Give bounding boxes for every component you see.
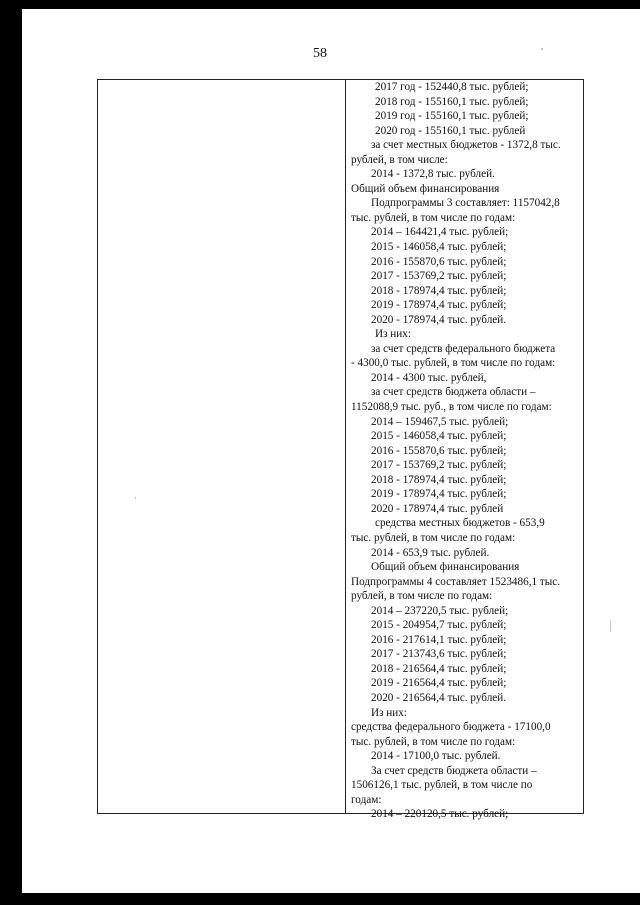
page-number: 58 [313,46,327,61]
scan-border-bottom [0,893,640,905]
text-line: тыс. рублей, в том числе по годам: [351,211,516,224]
text-line: средства местных бюджетов - 653,9 [375,517,545,530]
text-line: тыс. рублей, в том числе по годам: [351,531,516,544]
text-line: рублей, в том числе по годам: [351,590,493,603]
text-line: за счет средств федерального бюджета [371,342,556,355]
text-line: 1506126,1 тыс. рублей, в том числе по [351,779,533,792]
text-line: за счет средств бюджета области – [371,386,536,399]
text-line: тыс. рублей, в том числе по годам: [351,735,516,748]
scan-speck [610,620,611,632]
text-line: 2020 - 178974,4 тыс. рублей [371,502,504,515]
text-line: 1152088,9 тыс. руб., в том числе по годам: [351,401,552,414]
text-line: 2014 - 17100,0 тыс. рублей. [371,750,501,763]
text-line: за счет местных бюджетов - 1372,8 тыс. [371,139,561,152]
text-line: 2014 - 4300 тыс. рублей, [371,371,487,384]
text-line: 2017 - 153769,2 тыс. рублей; [371,270,507,283]
scan-border-top [0,0,640,9]
text-line: 2015 - 204954,7 тыс. рублей; [371,619,507,632]
text-line: 2014 – 237220,5 тыс. рублей; [371,604,509,617]
text-line: 2015 - 146058,4 тыс. рублей; [371,241,507,254]
text-line: 2019 - 178974,4 тыс. рублей; [371,299,507,312]
text-line: Подпрограммы 4 составляет 1523486,1 тыс. [351,575,561,588]
text-line: рублей, в том числе: [351,153,448,166]
text-line: 2017 - 153769,2 тыс. рублей; [371,459,507,472]
text-line: Подпрограммы 3 составляет: 1157042,8 [371,197,560,210]
text-line: 2018 - 178974,4 тыс. рублей; [371,473,507,486]
text-line: Из них: [371,706,407,719]
text-line: Общий объем финансирования [371,561,520,574]
table-column-divider [345,79,346,814]
text-line: 2020 - 216564,4 тыс. рублей. [371,691,507,704]
text-line: - 4300,0 тыс. рублей, в том числе по годам: [351,357,556,370]
text-line: 2020 год - 155160,1 тыс. рублей [375,124,526,137]
text-line: Общий объем финансирования [351,182,500,195]
text-line: 2016 - 155870,6 тыс. рублей; [371,444,507,457]
text-line: годам: [351,793,382,806]
text-line: 2019 - 216564,4 тыс. рублей; [371,677,507,690]
text-line: 2018 год - 155160,1 тыс. рублей; [375,95,529,108]
text-line: 2020 - 178974,4 тыс. рублей. [371,313,507,326]
text-line: средства федерального бюджета - 17100,0 [351,721,551,734]
text-line: Из них: [375,328,411,341]
text-line: 2014 – 159467,5 тыс. рублей; [371,415,509,428]
text-line: 2019 год - 155160,1 тыс. рублей; [375,110,529,123]
text-line: 2014 - 653,9 тыс. рублей. [371,546,490,559]
text-line: 2016 - 155870,6 тыс. рублей; [371,255,507,268]
text-line: 2017 год - 152440,8 тыс. рублей; [375,81,529,93]
text-line: 2014 – 164421,4 тыс. рублей; [371,226,509,239]
text-line: 2014 - 1372,8 тыс. рублей. [371,168,495,181]
text-line: 2019 - 178974,4 тыс. рублей; [371,488,507,501]
text-line: За счет средств бюджета области – [371,764,537,777]
text-line: 2016 - 217614,1 тыс. рублей; [371,633,507,646]
scan-border-left [0,0,22,905]
text-line: 2017 - 213743,6 тыс. рублей; [371,648,507,661]
text-line: 2014 – 220120,5 тыс. рублей; [371,808,509,821]
text-line: 2018 - 216564,4 тыс. рублей; [371,662,507,675]
table-right-cell-text [351,80,587,822]
text-line: 2015 - 146058,4 тыс. рублей; [371,430,507,443]
text-line: 2018 - 178974,4 тыс. рублей; [371,284,507,297]
